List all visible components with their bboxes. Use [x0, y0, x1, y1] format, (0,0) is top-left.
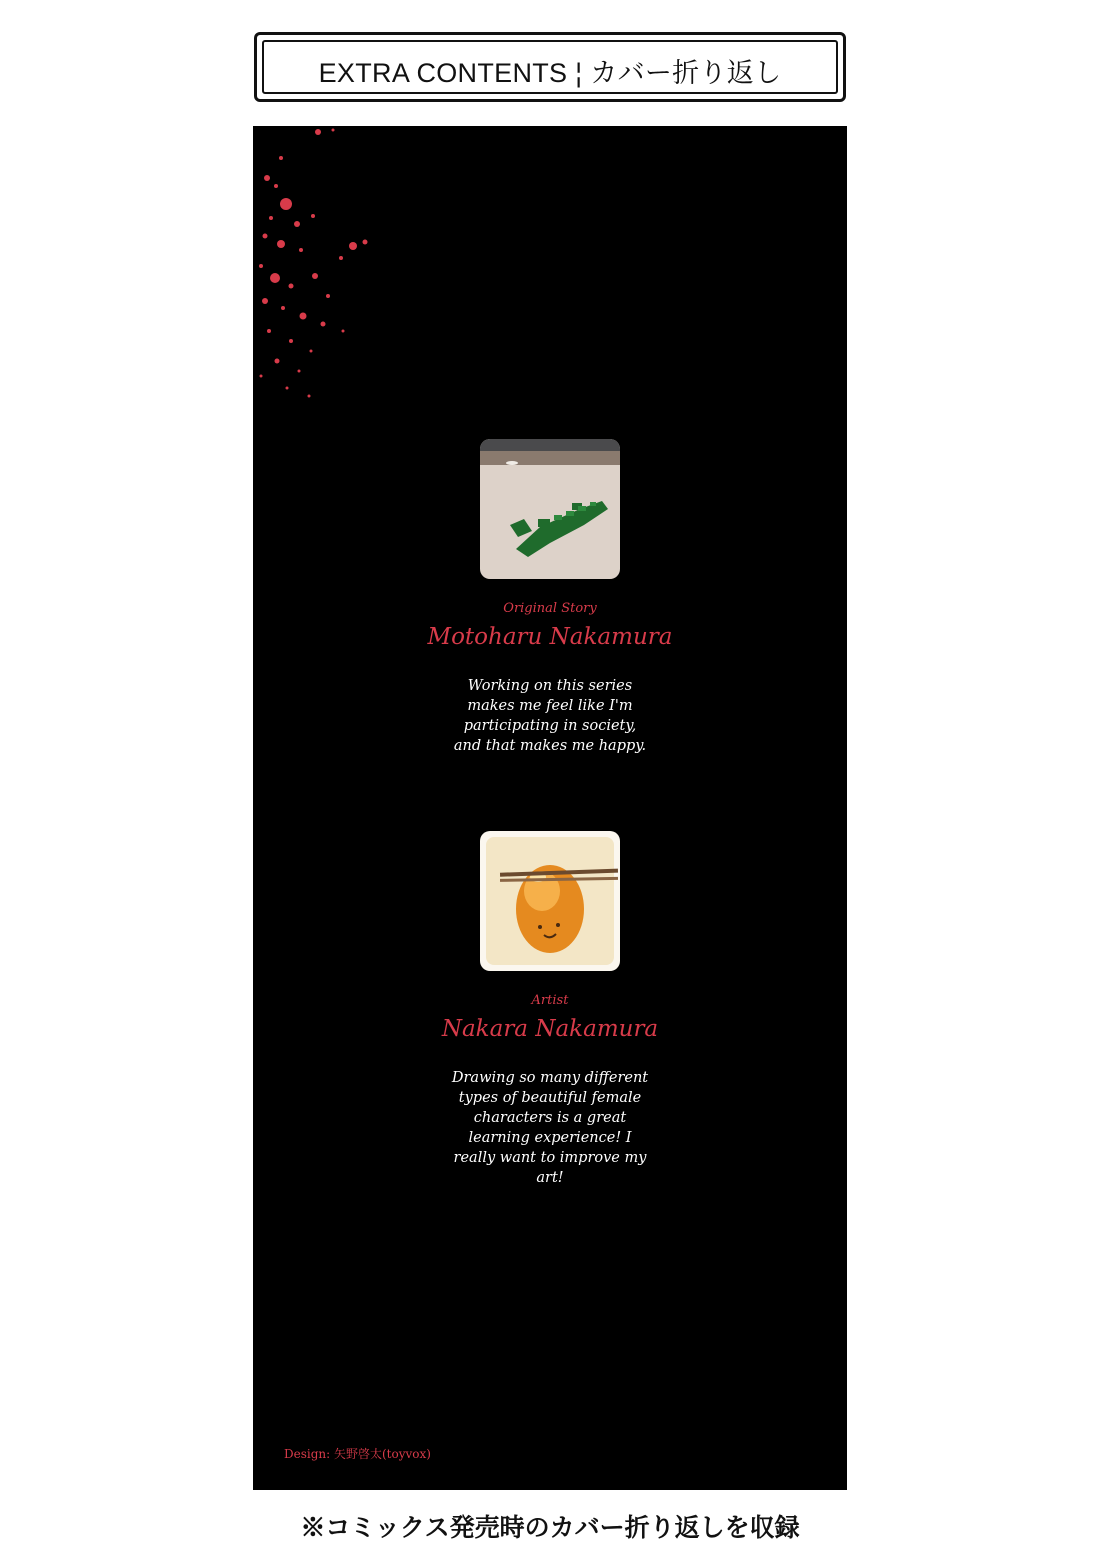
comment-line: learning experience! I — [468, 1130, 632, 1146]
comment-line: Drawing so many different — [451, 1070, 649, 1086]
header-banner — [254, 32, 846, 102]
footer-note: ※コミックス発売時のカバー折り返しを収録 — [300, 1513, 800, 1542]
comment-line: types of beautiful female — [458, 1090, 642, 1106]
author-comment — [253, 676, 847, 756]
comment-line: makes me feel like I'm — [467, 698, 633, 714]
comment-line: participating in society, — [463, 718, 637, 734]
comment-line: and that makes me happy. — [453, 738, 647, 754]
comment-line: really want to improve my — [453, 1150, 647, 1166]
comment-line: Working on this series — [467, 678, 633, 694]
author-role: Original Story — [503, 601, 597, 616]
author-photo-crocodile — [480, 439, 620, 579]
cover-flap-panel — [253, 126, 847, 1490]
comment-line: characters is a great — [473, 1110, 627, 1126]
comment-line: art! — [536, 1170, 564, 1186]
design-credit: Design: 矢野啓太(toyvox) — [284, 1447, 431, 1461]
author-photo-egg-yolk — [480, 831, 620, 971]
author-role: Artist — [531, 993, 569, 1008]
author-name: Nakara Nakamura — [441, 1016, 659, 1042]
red-splatter-decoration — [253, 126, 403, 416]
author-name: Motoharu Nakamura — [427, 624, 673, 650]
header-title: EXTRA CONTENTS ¦ カバー折り返し — [318, 58, 782, 88]
author-comment — [253, 1068, 847, 1188]
